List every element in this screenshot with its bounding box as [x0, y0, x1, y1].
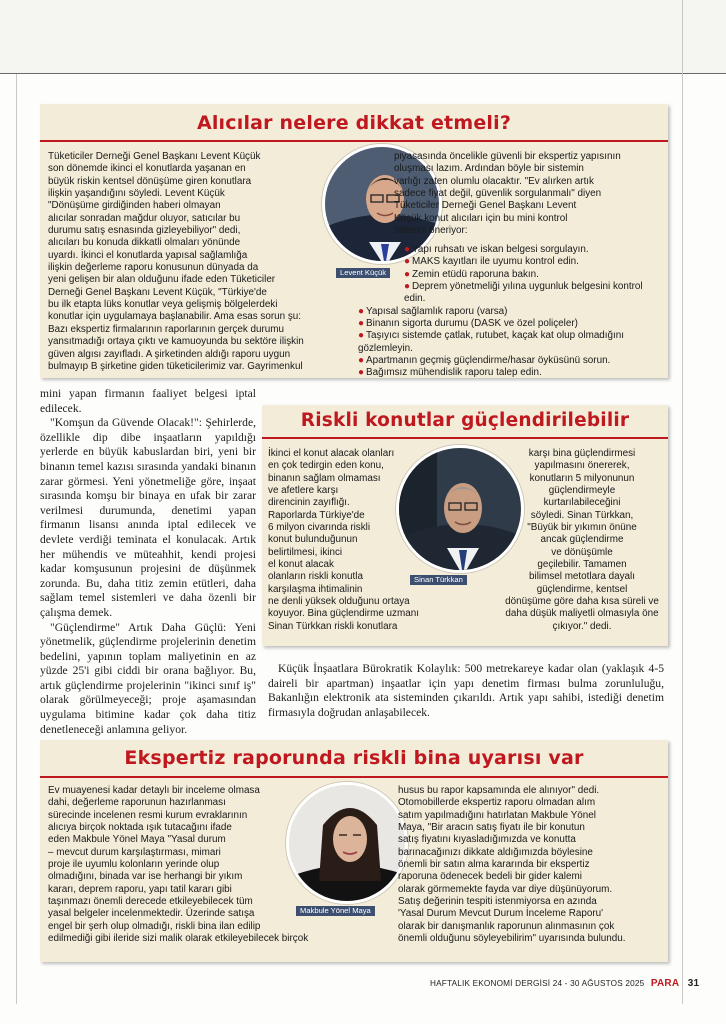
text-line: güçlendirme, kentsel	[536, 583, 628, 595]
text-line: daha düşük maliyetli olmasıyla öne	[505, 608, 659, 620]
portrait-caption-sinan: Sinan Türkkan	[410, 575, 467, 585]
text-line: piyasasında öncelikle güvenli bir ekspertiz yapısının	[394, 151, 621, 162]
checklist-text: Taşıyıcı sistemde çatlak, rutubet, kaçak kat olup olmadığını gözlemleyin.	[358, 330, 625, 354]
portrait-caption-levent: Levent Küçük	[336, 268, 390, 278]
text-line: Ev muayenesi kadar detaylı bir inceleme olmasa	[48, 785, 260, 796]
text-line: Bazı ekspertiz firmalarının raporlarının gerçek durumu	[48, 323, 285, 335]
text-line: kararı, deprem raporu, yapı tatil kararı gibi	[48, 883, 232, 895]
text-line: husus bu rapor kapsamında ele alınıyor" dedi.	[398, 785, 600, 796]
text-line: yapılmasını önererek,	[534, 460, 630, 472]
page-top-margin	[0, 0, 726, 74]
text-line: bilimsel metotlara dayalı	[529, 571, 635, 583]
checklist-item	[358, 281, 662, 306]
bullet-dot-icon: ●	[404, 256, 411, 268]
text-line: dönüşüme göre daha kısa süreli ve	[505, 596, 659, 608]
text-line: en çok tedirgin eden konu,	[268, 460, 384, 472]
checklist-item	[358, 318, 662, 330]
text-line: uyardı. İkinci el konutlarda yapısal sağlamlığa	[48, 249, 248, 261]
text-line: raporuna ödenecek bedeli bir gider kalemi	[398, 871, 582, 883]
title-rule	[40, 140, 668, 142]
text-line: oluşması lazım. Ardından böyle bir sistemin	[394, 163, 584, 175]
checklist-text: Bağımsız mühendislik raporu talep edin.	[366, 367, 542, 379]
text-line: ilişkin değerleme raporu konusunun dünyada da	[48, 262, 259, 274]
text-line: İkinci el konut alacak olanları	[268, 448, 395, 459]
bullet-dot-icon: ●	[404, 268, 411, 280]
text-line: sadece fiyat değil, güvenlik sorgulanmalı" diyen	[394, 188, 602, 200]
text-line: ne denli yüksek olduğunu ortaya	[268, 596, 410, 608]
text-line: kurtarılabileceğini	[543, 497, 621, 509]
checklist-text: Apartmanın geçmiş güçlendirme/hasar öyküsünü sorun.	[366, 355, 611, 367]
portrait-caption-makbule: Makbule Yönel Maya	[296, 906, 375, 916]
article-paragraph: Küçük İnşaatlara Bürokratik Kolaylık: 500 metrekareye kadar olan (yaklaşık 4-5 daireli bir apartman) inşaatlar için yapı denetim firması bulma zorunluluğu, Bakanlığın elektronik ata sisteminden çıkarıldı. Artık yapı sahibi, istediği denetim firmasıyla doğrudan anlaşabilecek.	[268, 662, 664, 719]
text-line: varlığı zaten olumlu olacaktır. "Ev alırken artık	[394, 175, 594, 187]
text-line: karşı bina güçlendirmesi	[528, 448, 636, 459]
page-footer	[430, 978, 700, 989]
title-rule	[40, 776, 668, 778]
text-line: eden Makbule Yönel Maya "Yasal durum	[48, 834, 226, 846]
text-line: Maya, "Bir aracın satış fiyatı ile bir konutun	[398, 822, 585, 834]
text-line: dahi, değerleme raporunun hazırlanması	[48, 797, 226, 809]
text-line: Otomobillerde ekspertiz raporu olmadan alım	[398, 797, 596, 809]
sidebar-box-risky-homes	[262, 405, 668, 646]
text-line: yeni gelişen bir alan olduğunu ifade eden Tüketiciler	[48, 274, 276, 286]
text-line: alıcılar sonradan mağdur oluyor, satıcılar bu	[48, 212, 241, 224]
text-line: söyledi. Sinan Türkkan,	[530, 509, 634, 521]
bullet-dot-icon: ●	[358, 330, 365, 342]
text-line: binanın sağlam olmaması	[268, 472, 381, 484]
article-paragraph: "Komşun da Güvende Olacak!": Şehirlerde, özellikle dip dibe inşaatların yapıldığı yerlerde en büyük kabuslardan biri, yeni bir binanın temel kazısı sırasında yandaki binanın zarar görmesi. Yeni yönetmeliğe göre, inşaat sırasında komşu bir binaya en ufak bir zarar verilmesi durumunda, denetimi yapan firmanın lisansı anında iptal edilecek ve devlete verdiği teminata el konulacak. Artık her mühendis ve müteahhit, kendi projesi kadar komşusunun projesini de düşünmek zorunda. Bu, daha titiz zemin etütleri, daha sağlam temel sistemleri ve daha özenli bir çalışma demek.	[40, 416, 256, 619]
article-right-column	[268, 662, 664, 720]
text-line: olanların riskli konutla	[268, 571, 363, 583]
checklist-text: Binanın sigorta durumu (DASK ve özel poliçeler)	[366, 318, 578, 330]
text-line: konut bulunduğunun	[268, 534, 358, 546]
text-line: olmadığını, binada var ise herhangi bir yıkım	[48, 871, 243, 883]
text-line: konutların 5 milyonunun	[529, 472, 635, 484]
text-line: yansıtmadığı ortaya çıktı ve kamuoyunda bu sektöre ilişkin	[48, 336, 304, 348]
text-line: direncinin zayıflığı.	[268, 497, 350, 509]
text-line: barınacağınızı dikkate aldığımızda böylesine	[398, 846, 593, 858]
checklist-item	[358, 244, 662, 256]
text-line: el konut alacak	[268, 559, 334, 571]
box1-checklist	[358, 244, 662, 380]
left-margin-line	[16, 74, 17, 1004]
bullet-dot-icon: ●	[358, 355, 365, 367]
right-margin-line	[682, 0, 683, 1004]
checklist-item	[358, 269, 662, 281]
text-line: bulmayıp B şirketine giden tüketicilerimiz var. Gayrimenkul	[48, 360, 303, 372]
sidebar-box-buyers	[40, 104, 668, 378]
text-line: "Dönüşüme girdiğinden haberi olmayan	[48, 200, 221, 212]
article-paragraph: "Güçlendirme" Artık Daha Güçlü: Yeni yönetmelik, güçlendirme projelerinin denetim bedelini, yapının toplam maliyetinin en az yüzde 25'i gibi ciddi bir orana bağlıyor. Bu, artık güçlendirme projelerinin "ikinci sınıf iş" olarak görülmeyeceği; proje aşamasından uygulama bitimine kadar çok daha titiz denetleneceği anlamına geliyor.	[40, 620, 256, 736]
text-line: proje ile uyumlu kolonların yerinde olup	[48, 859, 220, 871]
text-line: ilişkin yaşandığını söyledi. Levent Küçük	[48, 188, 225, 200]
text-line: önemli bir satın alma kararında bir ekspertiz	[398, 859, 590, 871]
text-line: Derneği Genel Başkanı Levent Küçük, "Türkiye'de	[48, 286, 267, 298]
text-line: Satış değerinin tespiti istenmiyorsa en azında	[398, 896, 597, 908]
text-line: ancak güçlendirme	[540, 534, 624, 546]
checklist-text: Deprem yönetmeliği yılına uygunluk belgesini kontrol edin.	[404, 281, 643, 305]
bullet-dot-icon: ●	[404, 244, 411, 255]
sidebar-box-expertise	[40, 740, 668, 962]
text-line: edilmediği gibi ileride sizi malik olarak etkileyebilecek birçok	[48, 933, 309, 945]
checklist-text: MAKS kayıtları ile uyumu kontrol edin.	[412, 256, 579, 268]
page-number: 31	[687, 978, 700, 989]
bullet-dot-icon: ●	[404, 281, 411, 293]
checklist-text: Yapısal sağlamlık raporu (varsa)	[366, 305, 508, 317]
footer-brand-logo: PARA	[650, 978, 680, 989]
title-rule	[262, 437, 668, 439]
text-line: büyük riskin kentsel dönüşüme giren konutlara	[48, 175, 252, 187]
box-title-expertise: Ekspertiz raporunda riskli bina uyarısı var	[124, 747, 584, 769]
text-line: çıkıyor." dedi.	[552, 620, 612, 632]
text-line: Raporlarda Türkiye'de	[268, 509, 365, 521]
box2-right-column	[498, 448, 666, 633]
box1-right-column	[394, 151, 662, 237]
checklist-text: Yapı ruhsatı ve iskan belgesi sorgulayın.	[412, 244, 589, 255]
text-line: Tüketiciler Derneği Genel Başkanı Levent	[394, 200, 577, 212]
checklist-text: Zemin etüdü raporuna bakın.	[412, 268, 539, 280]
text-line: bu ilk etapta lüks konutlar veya gelişmiş bölgelerdeki	[48, 299, 278, 311]
makbule-yonel-maya-portrait	[286, 782, 408, 904]
text-line: Küçük konut alıcıları için bu mini kontrol	[394, 212, 568, 224]
box-title-buyers: Alıcılar nelere dikkat etmeli?	[196, 112, 512, 134]
bullet-dot-icon: ●	[358, 305, 365, 317]
text-line: 6 milyon civarında riskli	[268, 522, 371, 534]
text-line: alıcıya birçok noktada ışık tutacağını ifade	[48, 822, 232, 834]
text-line: satım yapılmadığını hatırlatan Makbule Yönel	[398, 809, 596, 821]
bullet-dot-icon: ●	[358, 318, 365, 330]
text-line: güçlendirmeyle	[548, 485, 616, 497]
text-line: konutlar için uygulamaya başlanabilir. Ama esas sorun şu:	[48, 311, 302, 323]
text-line: alıcıları bu konuda dikkatli olmaları yönünde	[48, 237, 241, 249]
text-line: durumu satış esnasında gizleyebiliyor" dedi,	[48, 225, 241, 237]
checklist-item	[358, 367, 662, 379]
text-line: yasal belgeler incelenmektedir. Üzerinde satışa	[48, 908, 255, 920]
text-line: karşılaşma ihtimalinin	[268, 583, 363, 595]
text-line: Tüketiciler Derneği Genel Başkanı Levent Küçük	[48, 151, 261, 162]
article-left-column	[40, 387, 256, 737]
text-line: olarak bir danışmanlık raporunun alınmasının çok	[398, 920, 615, 932]
footer-dates: 24 - 30 AĞUSTOS 2025	[552, 979, 645, 988]
text-line: olarak görmemekte fayda var diye düşünüyorum.	[398, 883, 613, 895]
box3-right-column	[398, 785, 664, 945]
text-line: satış fiyatını kıyasladığımızda ve konutta	[398, 834, 576, 846]
article-paragraph: mini yapan firmanın faaliyet belgesi iptal edilecek.	[40, 387, 256, 415]
text-line: geçilebilir. Tamamen	[537, 559, 627, 571]
box-title-risky-homes: Riskli konutlar güçlendirilebilir	[300, 410, 630, 431]
text-line: "Büyük bir yıkımın önüne	[527, 522, 637, 534]
text-line: güven algısı zayıfladı. A şirketinden aldığı raporu uygun	[48, 348, 291, 360]
bullet-dot-icon: ●	[358, 367, 365, 379]
text-line: son dönemde ikinci el konutlarda yaşanan en	[48, 163, 246, 175]
checklist-item	[358, 330, 662, 355]
text-line: engel bir şerh olup olmadığı, riskli bina ilan edilip	[48, 920, 261, 932]
text-line: 'Yasal Durum Mevcut Durum İnceleme Raporu'	[398, 908, 604, 920]
text-line: taşınmazı önemli derecede etkileyebilecek tüm	[48, 896, 253, 908]
text-line: – mevcut durum karşılaştırması, mimari	[48, 846, 221, 858]
checklist-item	[358, 355, 662, 367]
box1-left-column	[48, 151, 348, 373]
text-line: önemli olduğunu söyleyebilirim" uyarısında bulundu.	[398, 933, 626, 945]
text-line: sürecinde incelenen resmi kurum evraklarının	[48, 809, 248, 821]
text-line: Sinan Türkkan riskli konutlara	[268, 620, 398, 632]
text-line: listesini öneriyor:	[394, 225, 468, 237]
text-line: koyuyor. Bina güçlendirme uzmanı	[268, 608, 419, 620]
checklist-item	[358, 306, 662, 318]
checklist-item	[358, 256, 662, 268]
text-line: belirtilmesi, ikinci	[268, 546, 343, 558]
text-line: ve dönüşümle	[551, 546, 613, 558]
text-line: ve afetlere karşı	[268, 485, 339, 497]
footer-magazine: HAFTALIK EKONOMİ DERGİSİ	[430, 979, 551, 988]
